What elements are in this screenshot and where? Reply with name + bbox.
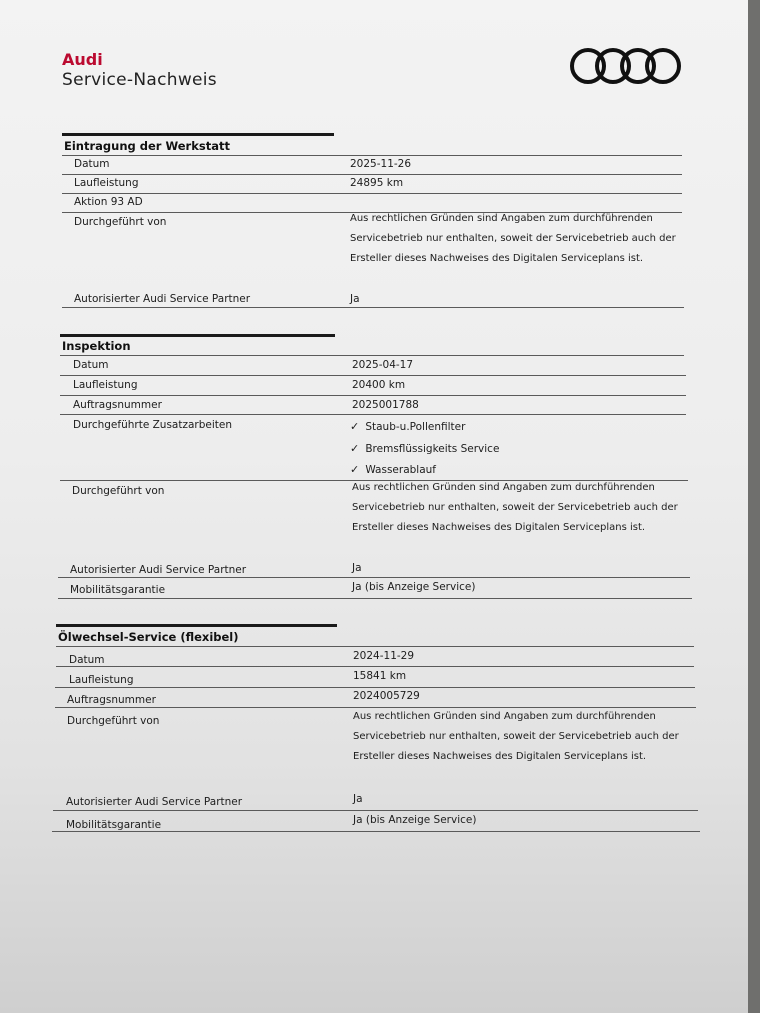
document-title: Service-Nachweis bbox=[62, 70, 217, 90]
field-label: Auftragsnummer bbox=[67, 694, 156, 706]
field-value: 2025-11-26 bbox=[350, 158, 412, 170]
disclaimer-text: Aus rechtlichen Gründen sind Angaben zum durchführenden Servicebetrieb nur enthalten, soweit der Servicebetrieb auch der Ersteller dieses Nachweises des Digitalen Serviceplans ist. bbox=[350, 213, 676, 264]
field-label: Laufleistung bbox=[73, 379, 138, 391]
section-title: Ölwechsel-Service (flexibel) bbox=[58, 630, 239, 644]
field-label: Durchgeführt von bbox=[67, 715, 160, 727]
field-label: Autorisierter Audi Service Partner bbox=[66, 796, 243, 808]
check-icon: ✓ bbox=[350, 420, 360, 433]
field-value: 2024005729 bbox=[353, 690, 420, 702]
field-label: Autorisierter Audi Service Partner bbox=[70, 564, 247, 576]
check-item: ✓ Wasserablauf bbox=[350, 463, 437, 476]
section-title: Inspektion bbox=[62, 339, 131, 353]
field-value: Ja (bis Anzeige Service) bbox=[352, 581, 476, 593]
field-label: Laufleistung bbox=[69, 674, 134, 686]
field-value: Ja bbox=[350, 293, 360, 305]
check-icon: ✓ bbox=[350, 442, 360, 455]
field-label: Datum bbox=[74, 158, 110, 170]
section-title: Eintragung der Werkstatt bbox=[64, 139, 230, 153]
field-value: 24895 km bbox=[350, 177, 404, 189]
field-label: Datum bbox=[69, 654, 105, 666]
audi-rings-logo bbox=[568, 44, 684, 88]
field-label: Datum bbox=[73, 359, 109, 371]
field-label: Aktion 93 AD bbox=[74, 196, 143, 208]
disclaimer-text: Aus rechtlichen Gründen sind Angaben zum durchführenden Servicebetrieb nur enthalten, soweit der Servicebetrieb auch der Ersteller dieses Nachweises des Digitalen Serviceplans ist. bbox=[353, 711, 679, 762]
field-value: Ja bbox=[352, 562, 362, 574]
field-label: Auftragsnummer bbox=[73, 399, 162, 411]
field-label: Laufleistung bbox=[74, 177, 139, 189]
field-label: Durchgeführt von bbox=[74, 216, 167, 228]
field-value: 2024-11-29 bbox=[353, 650, 415, 662]
field-value: 2025-04-17 bbox=[352, 359, 414, 371]
field-label: Autorisierter Audi Service Partner bbox=[74, 293, 251, 305]
check-item: ✓ Staub-u.Pollenfilter bbox=[350, 420, 466, 433]
field-label: Durchgeführte Zusatzarbeiten bbox=[73, 419, 233, 431]
field-value: 20400 km bbox=[352, 379, 406, 391]
field-value: 15841 km bbox=[353, 670, 407, 682]
check-item: ✓ Bremsflüssigkeits Service bbox=[350, 442, 500, 455]
field-label: Mobilitätsgarantie bbox=[66, 819, 162, 831]
disclaimer-text: Aus rechtlichen Gründen sind Angaben zum durchführenden Servicebetrieb nur enthalten, soweit der Servicebetrieb auch der Ersteller dieses Nachweises des Digitalen Serviceplans ist. bbox=[352, 482, 678, 533]
field-label: Durchgeführt von bbox=[72, 485, 165, 497]
field-value: 2025001788 bbox=[352, 399, 419, 411]
field-value: Ja (bis Anzeige Service) bbox=[353, 814, 477, 826]
field-value: Ja bbox=[353, 793, 363, 805]
check-icon: ✓ bbox=[350, 463, 360, 476]
brand-name: Audi bbox=[62, 50, 103, 69]
field-label: Mobilitätsgarantie bbox=[70, 584, 166, 596]
